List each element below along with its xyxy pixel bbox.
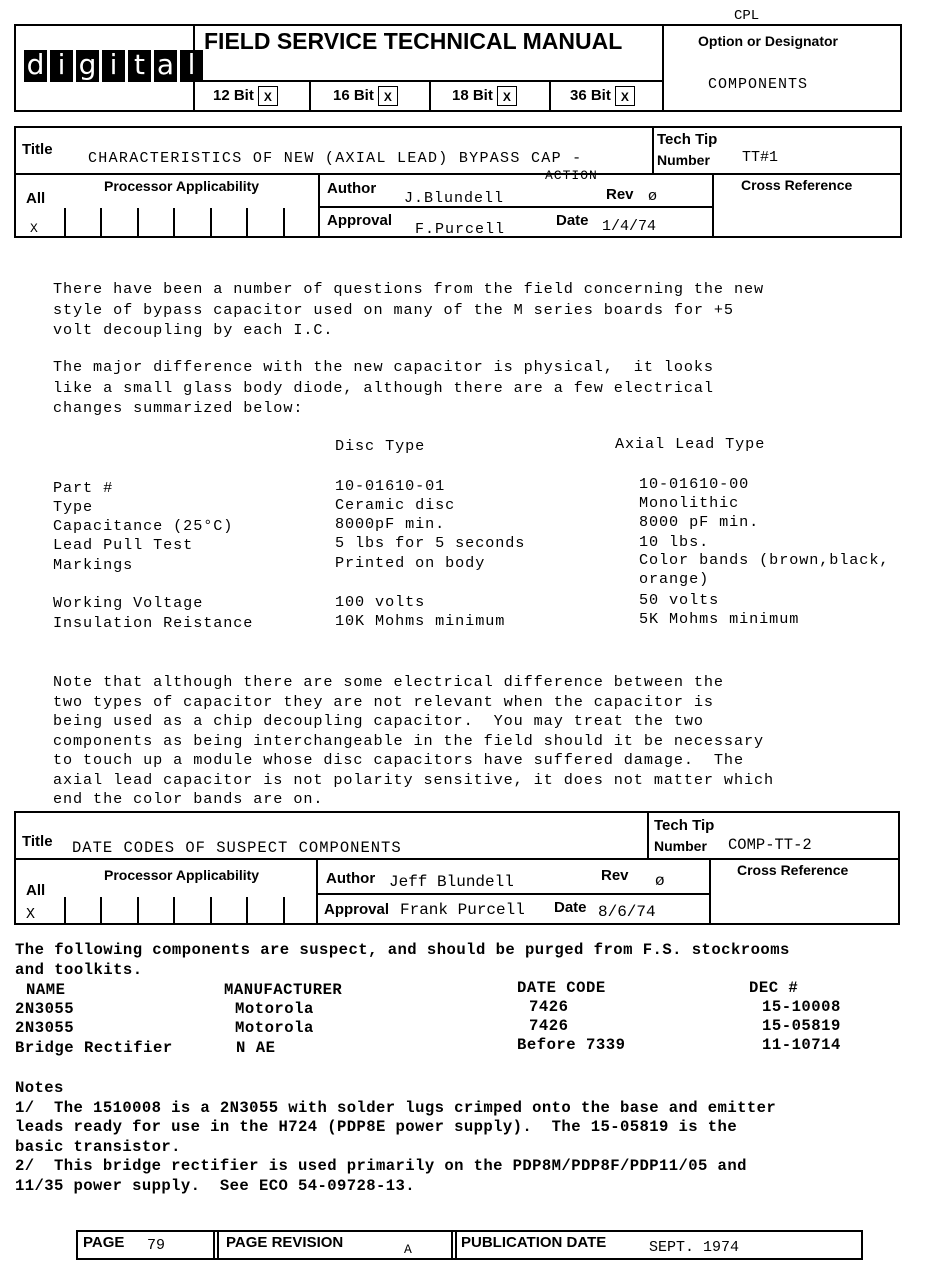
tip1-rev: ø [648, 188, 658, 205]
option-label: Option or Designator [698, 33, 838, 49]
tip1-crossref-label: Cross Reference [741, 177, 853, 193]
tip1-row-axial: 10-01610-00 [639, 475, 750, 493]
tip1-approval-label: Approval [327, 212, 393, 229]
tip2-number: COMP-TT-2 [728, 836, 812, 854]
tip1-row-disc: 10K Mohms minimum [335, 612, 506, 630]
tip2-title: DATE CODES OF SUSPECT COMPONENTS [72, 839, 402, 857]
corner-mark: CPL [734, 8, 760, 24]
bit-36: 36 Bit X [570, 86, 635, 106]
option-value: COMPONENTS [708, 76, 809, 93]
tip2-row-manufacturer: Motorola [235, 1019, 314, 1037]
tip1-row-label: Insulation Reistance [53, 614, 254, 632]
tip2-intro: The following components are suspect, and should be purged from F.S. stockrooms and toolkits. [15, 941, 790, 979]
tip1-row-axial: 5K Mohms minimum [639, 610, 800, 628]
bit-16: 16 Bit X [333, 86, 398, 106]
tip1-title: CHARACTERISTICS OF NEW (AXIAL LEAD) BYPASS CAP - [88, 150, 583, 167]
tip1-row-axial: 50 volts [639, 591, 720, 609]
tip1-processor-label: Processor Applicability [104, 178, 260, 194]
footer-pubdate-label: PUBLICATION DATE [461, 1234, 607, 1251]
tip1-paragraph-1: There have been a number of questions from the field concerning the new style of bypass capacitor used on many of the M series boards for +5 volt decoupling by each I.C. [53, 280, 764, 339]
bit-18: 18 Bit X [452, 86, 517, 106]
tip1-row-label: Working Voltage [53, 594, 204, 612]
tip2-all-mark: X [26, 906, 36, 923]
tip1-row-label: Part # [53, 479, 114, 497]
tip2-author: Jeff Blundell [389, 873, 514, 891]
tip1-author-label: Author [327, 180, 377, 197]
footer-page: 79 [147, 1237, 166, 1254]
tip1-all-label: All [26, 190, 46, 207]
tip1-date: 1/4/74 [602, 218, 657, 235]
tip2-row-name: 2N3055 [15, 1000, 75, 1018]
tip1-row-label: Capacitance (25°C) [53, 517, 234, 535]
tip2-processor-label: Processor Applicability [104, 867, 260, 883]
tip1-approval: F.Purcell [415, 221, 506, 238]
tip1-paragraph-3: Note that although there are some electrical difference between the two types of capacitor they are not relevant when the capacitor is being used as a chip decoupling capacitor. You may treat the two components as being interchangeable in the field should it be necessary to touch up a module whose disc capacitors have suffered damage. The axial lead capacitor is not polarity sensitive, it does not matter which end the color bands are on. [53, 673, 775, 808]
tip2-title-label: Title [22, 833, 53, 850]
tip1-date-label: Date [556, 212, 589, 229]
tip1-rev-label: Rev [606, 186, 634, 203]
tip2-rev-label: Rev [601, 867, 629, 884]
footer-pubdate: SEPT. 1974 [649, 1239, 740, 1256]
tip2-approval: Frank Purcell [400, 901, 525, 919]
tip2-col-datecode: DATE CODE [517, 979, 606, 997]
tip2-date: 8/6/74 [598, 903, 656, 921]
tip2-number-label: Number [654, 838, 707, 854]
tip1-row-disc: 100 volts [335, 593, 426, 611]
tip1-col-axial-header: Axial Lead Type [615, 435, 766, 453]
tip2-author-label: Author [326, 870, 376, 887]
tip2-row-name: Bridge Rectifier [15, 1039, 173, 1057]
tip2-row-dec: 15-05819 [762, 1017, 841, 1035]
tip1-techtip-label: Tech Tip [657, 131, 718, 148]
tip2-row-name: 2N3055 [15, 1019, 75, 1037]
tip1-row-axial: 10 lbs. [639, 533, 710, 551]
tip2-row-dec: 15-10008 [762, 998, 841, 1016]
tip1-row-label: Type [53, 498, 94, 516]
tip1-row-disc: 10-01610-01 [335, 477, 446, 495]
tip2-row-manufacturer: Motorola [235, 1000, 314, 1018]
tip1-row-axial: Monolithic [639, 494, 740, 512]
tip2-col-name: NAME [26, 981, 66, 999]
tip1-row-axial: Color bands (brown,black, orange) [639, 551, 890, 588]
tip2-row-datecode: Before 7339 [517, 1036, 626, 1054]
tip2-col-manufacturer: MANUFACTURER [224, 981, 343, 999]
tip1-row-disc: 5 lbs for 5 seconds [335, 534, 526, 552]
tip1-all-mark: X [30, 221, 38, 236]
footer-revision: A [404, 1242, 412, 1257]
tip2-row-dec: 11-10714 [762, 1036, 841, 1054]
tip2-all-label: All [26, 882, 46, 899]
tip2-col-dec: DEC # [749, 979, 799, 997]
tip1-row-disc: Printed on body [335, 554, 486, 572]
tip2-crossref-label: Cross Reference [737, 862, 849, 878]
footer-revision-label: PAGE REVISION [226, 1234, 344, 1251]
tip2-row-datecode: 7426 [529, 1017, 569, 1035]
tip2-approval-label: Approval [324, 901, 390, 918]
digital-logo: d i g i t a l [24, 50, 203, 82]
tip1-row-label: Markings [53, 556, 134, 574]
tip1-col-disc-header: Disc Type [335, 437, 426, 455]
tip2-row-datecode: 7426 [529, 998, 569, 1016]
tip1-row-axial: 8000 pF min. [639, 513, 760, 531]
footer-page-label: PAGE [83, 1234, 125, 1251]
tip1-overprint: ACTION [545, 168, 598, 183]
tip1-title-label: Title [22, 141, 53, 158]
tip1-row-disc: 8000pF min. [335, 515, 446, 533]
bit-12: 12 Bit X [213, 86, 278, 106]
tip2-date-label: Date [554, 899, 587, 916]
tip1-number: TT#1 [742, 149, 779, 166]
tip2-row-manufacturer: N AE [236, 1039, 276, 1057]
tip2-techtip-label: Tech Tip [654, 817, 715, 834]
tip2-rev: ø [655, 872, 665, 890]
tip2-notes: Notes 1/ The 1510008 is a 2N3055 with solder lugs crimped onto the base and emitter leads ready for use in the H724 (PDP8E power supply). The 15-05819 is the basic transistor. 2/ This bridge rectifier is used primarily on the PDP8M/PDP8F/PDP11/05 and 11/35 power supply. See ECO 54-09728-13. [15, 1079, 777, 1195]
tip1-author: J.Blundell [404, 190, 505, 207]
manual-title: FIELD SERVICE TECHNICAL MANUAL [204, 28, 623, 54]
tip1-row-disc: Ceramic disc [335, 496, 456, 514]
tip1-paragraph-2: The major difference with the new capacitor is physical, it looks like a small glass body diode, although there are a few electrical changes summarized below: [53, 358, 714, 417]
tip1-row-label: Lead Pull Test [53, 536, 194, 554]
tip1-number-label: Number [657, 152, 710, 168]
